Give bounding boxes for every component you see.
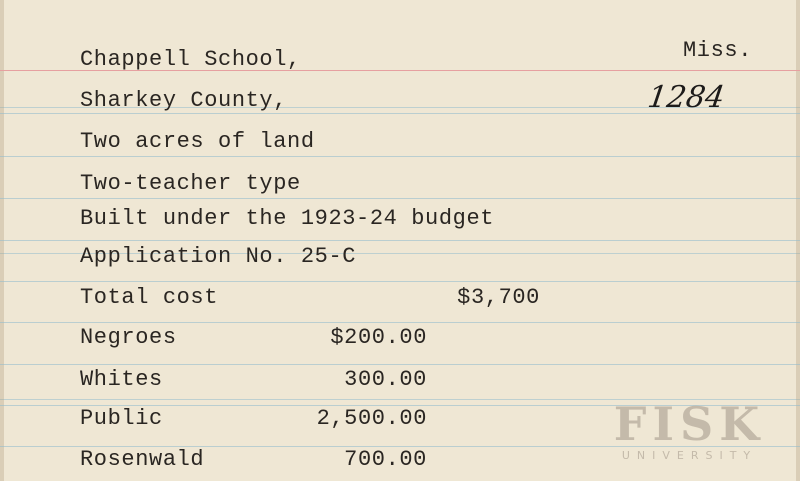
- contribution-label: Whites: [80, 367, 163, 392]
- contribution-label: Public: [80, 406, 163, 431]
- ruled-line: [0, 156, 800, 157]
- ruled-line: [0, 240, 800, 241]
- school-type: Two-teacher type: [80, 171, 301, 196]
- ruled-line: [0, 322, 800, 323]
- ruled-line: [0, 364, 800, 365]
- county-name: Sharkey County,: [80, 88, 288, 113]
- handwritten-number: 1284: [645, 80, 727, 115]
- budget-line: Built under the 1923-24 budget: [80, 206, 495, 231]
- contribution-amount: $200.00: [330, 325, 427, 350]
- contribution-amount: 700.00: [344, 447, 427, 472]
- school-name: Chappell School,: [80, 47, 301, 72]
- land-size: Two acres of land: [80, 129, 315, 154]
- state-label: Miss.: [683, 38, 753, 63]
- total-cost-amount: $3,700: [457, 285, 540, 310]
- ruled-line: [0, 281, 800, 282]
- total-cost-label: Total cost: [80, 285, 219, 310]
- contribution-label: Rosenwald: [80, 447, 205, 472]
- ruled-line: [0, 198, 800, 199]
- contribution-amount: 2,500.00: [316, 406, 427, 431]
- contribution-amount: 300.00: [344, 367, 427, 392]
- application-number: Application No. 25-C: [80, 244, 357, 269]
- watermark-logo-text: FISK: [613, 397, 766, 451]
- fisk-university-watermark: [597, 399, 782, 471]
- contribution-label: Negroes: [80, 325, 177, 350]
- watermark-logo-subtext: UNIVERSITY: [621, 449, 758, 462]
